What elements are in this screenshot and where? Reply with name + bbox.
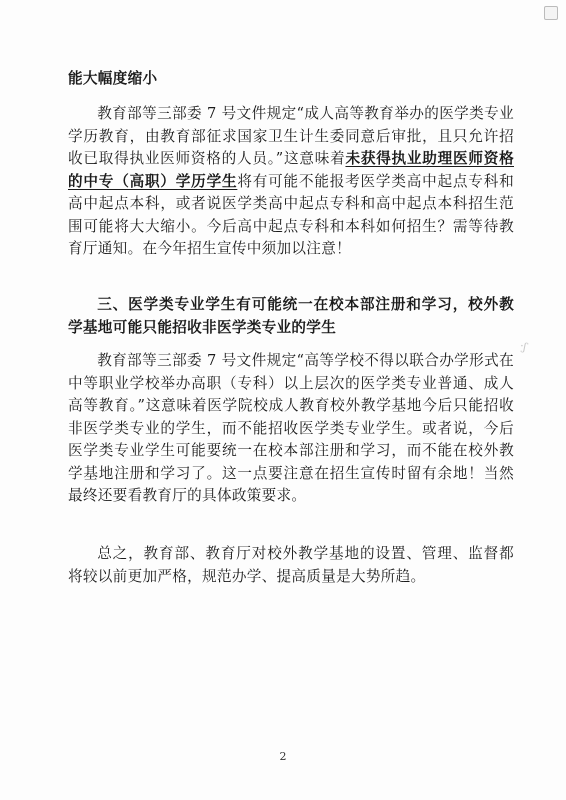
paragraph-text: 将有可能不能报考医学类高中起点专科和高中起点本科，或者说医学类高中起点专科和高中起点本科招生范围可能将大大缩小。今后高中起点专科和本科如何招生？需等待教育厅通知。在今年招生宣传中须加以注意！ (68, 172, 514, 257)
scan-stray-mark: ·ʃ (517, 339, 529, 354)
scan-corner-mark (544, 6, 558, 20)
paragraph-summary: 总之，教育部、教育厅对校外教学基地的设置、管理、监督都将较以前更加严格，规范办学、提高质量是大势所趋。 (68, 545, 514, 585)
emphasized-text: 未获得执业助理医师资格的中专（高职）学历学生 (68, 150, 514, 190)
section-heading-3: 三、医学类专业学生有可能统一在校本部注册和学习，校外教学基地可能只能招收非医学类专业的学生 (68, 296, 514, 336)
paragraph-adult-education-rule (68, 103, 514, 261)
page-number: 2 (279, 750, 287, 763)
paragraph-text: 教育部等三部委 7 号文件规定“成人高等教育举办的医学类专业学历教育，由教育部征求国家卫生计生委同意后审批，且只允许招收已取得执业医师资格的人员。”这意味着 (68, 105, 514, 167)
paragraph-joint-programs-rule: 教育部等三部委 7 号文件规定“高等学校不得以联合办学形式在中等职业学校举办高职（专科）以上层次的医学类专业普通、成人高等教育。”这意味着医学院校成人教育校外教学基地今后只能招收非医学类专业的学生，而不能招收医学类专业学生。或者说，今后医学类专业学生可能要统一在校本部注册和学习，而不能在校外教学基地注册和学习了。这一点要注意在招生宣传时留有余地！当然最终还要看教育厅的具体政策要求。 (68, 352, 514, 504)
continued-heading: 能大幅度缩小 (68, 70, 158, 87)
